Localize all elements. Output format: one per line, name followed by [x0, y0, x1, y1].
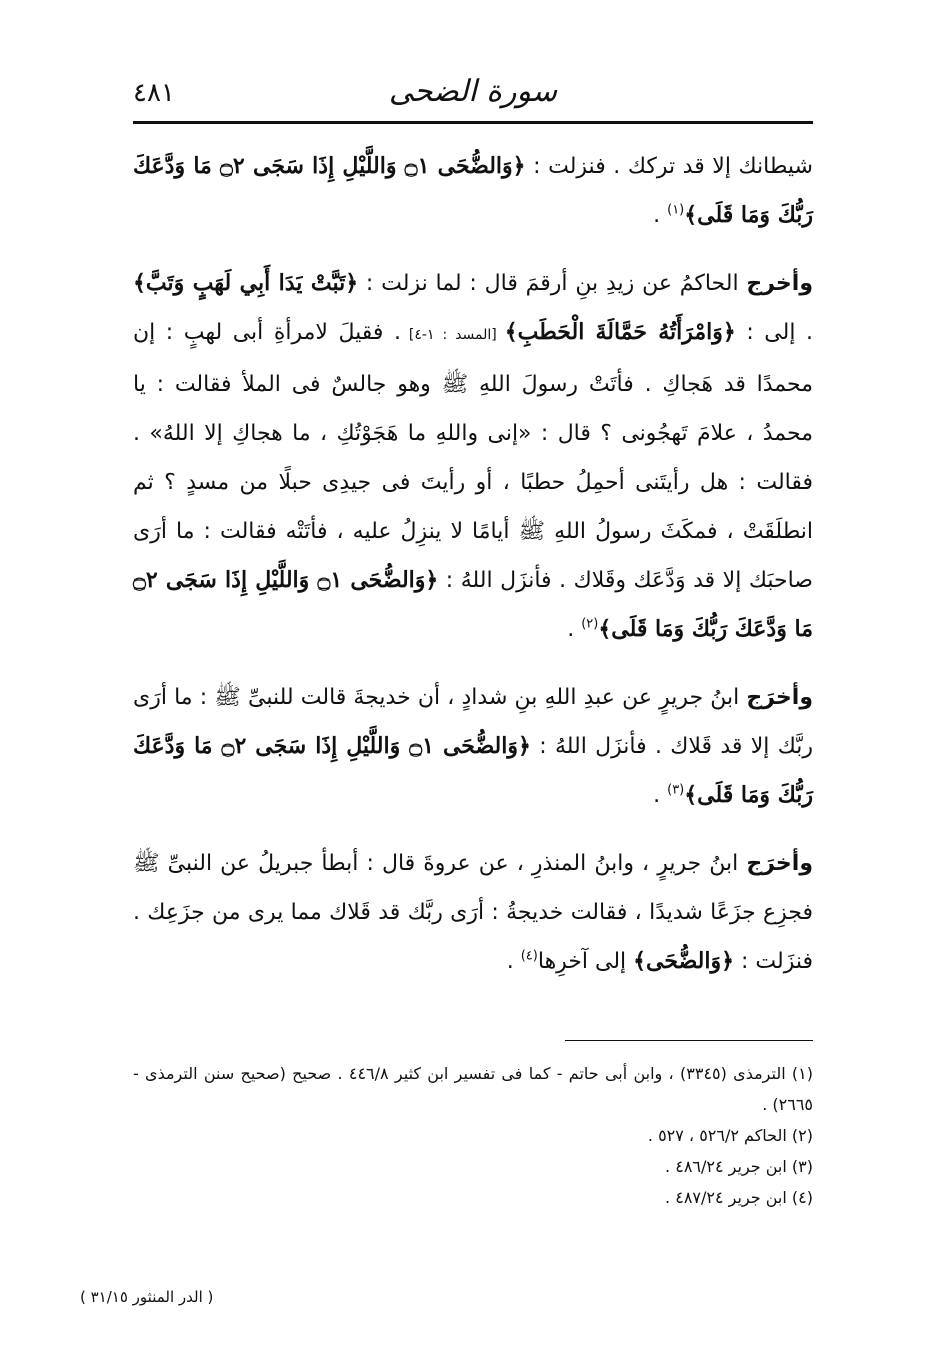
footnote-ref: (٤) — [520, 948, 538, 964]
page-header — [133, 74, 813, 120]
footnote-ref: (٣) — [667, 782, 685, 798]
footnote-2: (٢) الحاكم ٥٢٦/٢ ، ٥٢٧ . — [647, 1126, 813, 1145]
paragraph-3 — [133, 673, 813, 820]
paragraph-lead: وأخرج — [746, 271, 813, 296]
paragraph-2 — [133, 259, 813, 654]
quran-verse: ﴿وَامْرَأَتُهُ حَمَّالَةَ الْحَطَبِ﴾ — [504, 319, 736, 345]
paragraph-text: الحاكمُ عن زيدِ بنِ أرقمَ قال : لما نزلت : — [358, 271, 747, 296]
paragraph-lead: وأخرَج — [746, 851, 813, 876]
paragraph-text: شيطانك إلا قد تركك . فنزلت : — [533, 154, 813, 179]
paragraph-text: . فقيلَ لامرأةِ أبى لهبٍ : إن محمدًا قد هَجاكِ . فأتَتْ رسولَ اللهِ ﷺ وهو جالسٌ فى الملأ فقالت : يا محمدُ ، علامَ تَهجُونى ؟ قال : «إنى واللهِ ما هَجَوْتُكِ ، ما هجاكِ إلا اللهُ» . فقالت : هل رأيتَنى أحمِلُ حطبًا ، أو رأيتَ فى جيدِى حبلًا من مسدٍ ؟ ثم انطلَقَتْ ، فمكَثَ رسولُ اللهِ ﷺ أيامًا لا ينزِلُ عليه ، فأتَتْه فقالت : ما أرَى صاحبَك إلا قد وَدَّعَك وقَلاك . فأنزَل اللهُ : — [133, 320, 813, 593]
page-number: ٤٨١ — [133, 78, 175, 108]
quran-verse: ﴿تَبَّتْ يَدَا أَبِي لَهَبٍ وَتَبَّ﴾ — [133, 270, 359, 296]
paragraph-lead: وأخرَج — [746, 685, 813, 710]
paragraph-end: . — [653, 783, 668, 808]
paragraph-1 — [133, 142, 813, 240]
footnote-3: (٣) ابن جرير ٤٨٦/٢٤ . — [665, 1157, 813, 1176]
paragraph-text: ابنُ جريرٍ عن عبدِ اللهِ بنِ شدادٍ ، أن خديجةَ قالت للنبىِّ ﷺ : ما أرَى ربَّك إلا قد قَلاك . فأنزَل اللهُ : — [133, 685, 813, 759]
paragraph-text: ابنُ جريرٍ ، وابنُ المنذرِ ، عن عروةَ قال : أبطأ جبريلُ عن النبىِّ ﷺ فجزِع جزَعًا شديدًا ، فقالت خديجةُ : أرَى ربَّك قد قَلاك مما يرى من جزَعِك . فنزَلت : — [133, 851, 813, 974]
quran-verse: ﴿وَالضُّحَى ۝١ وَاللَّيْلِ إِذَا سَجَى ۝٢ مَا وَدَّعَكَ رَبُّكَ وَمَا قَلَى﴾ — [133, 567, 813, 642]
footnote-4: (٤) ابن جرير ٤٨٧/٢٤ . — [665, 1188, 813, 1207]
paragraph-text: . إلى : — [735, 320, 813, 345]
footnote-ref: (٢) — [581, 616, 599, 632]
quran-verse: ﴿وَالضُّحَى ۝١ وَاللَّيْلِ إِذَا سَجَى ۝٢ مَا وَدَّعَكَ رَبُّكَ وَمَا قَلَى﴾ — [133, 733, 813, 808]
footnote-1: (١) الترمذى (٣٣٤٥) ، وابن أبى حاتم - كما فى تفسير ابن كثير ٤٤٦/٨ . صحيح (صحيح سنن الترمذى - ٢٦٦٥) . — [133, 1064, 814, 1114]
footnote-divider — [565, 1040, 813, 1041]
paragraph-4 — [133, 839, 813, 986]
verse-source: [المسد : ١-٤] — [400, 327, 505, 343]
footnote-ref: (١) — [667, 202, 685, 218]
quran-verse: ﴿وَالضُّحَى﴾ — [633, 948, 734, 974]
paragraph-end: . — [506, 949, 521, 974]
paragraph-end: . — [653, 203, 668, 228]
surah-title: سورة الضحى — [388, 74, 558, 109]
header-divider — [133, 121, 813, 124]
main-text — [133, 142, 813, 986]
paragraph-text: إلى آخرِها — [537, 949, 634, 974]
quran-verse: ﴿وَالضُّحَى ۝١ وَاللَّيْلِ إِذَا سَجَى ۝٢ مَا وَدَّعَكَ رَبُّكَ وَمَا قَلَى﴾ — [133, 153, 813, 228]
paragraph-end: . — [567, 617, 582, 642]
footnotes — [133, 1058, 813, 1213]
source-reference: ( الدر المنثور ٣١/١٥ ) — [80, 1288, 214, 1306]
